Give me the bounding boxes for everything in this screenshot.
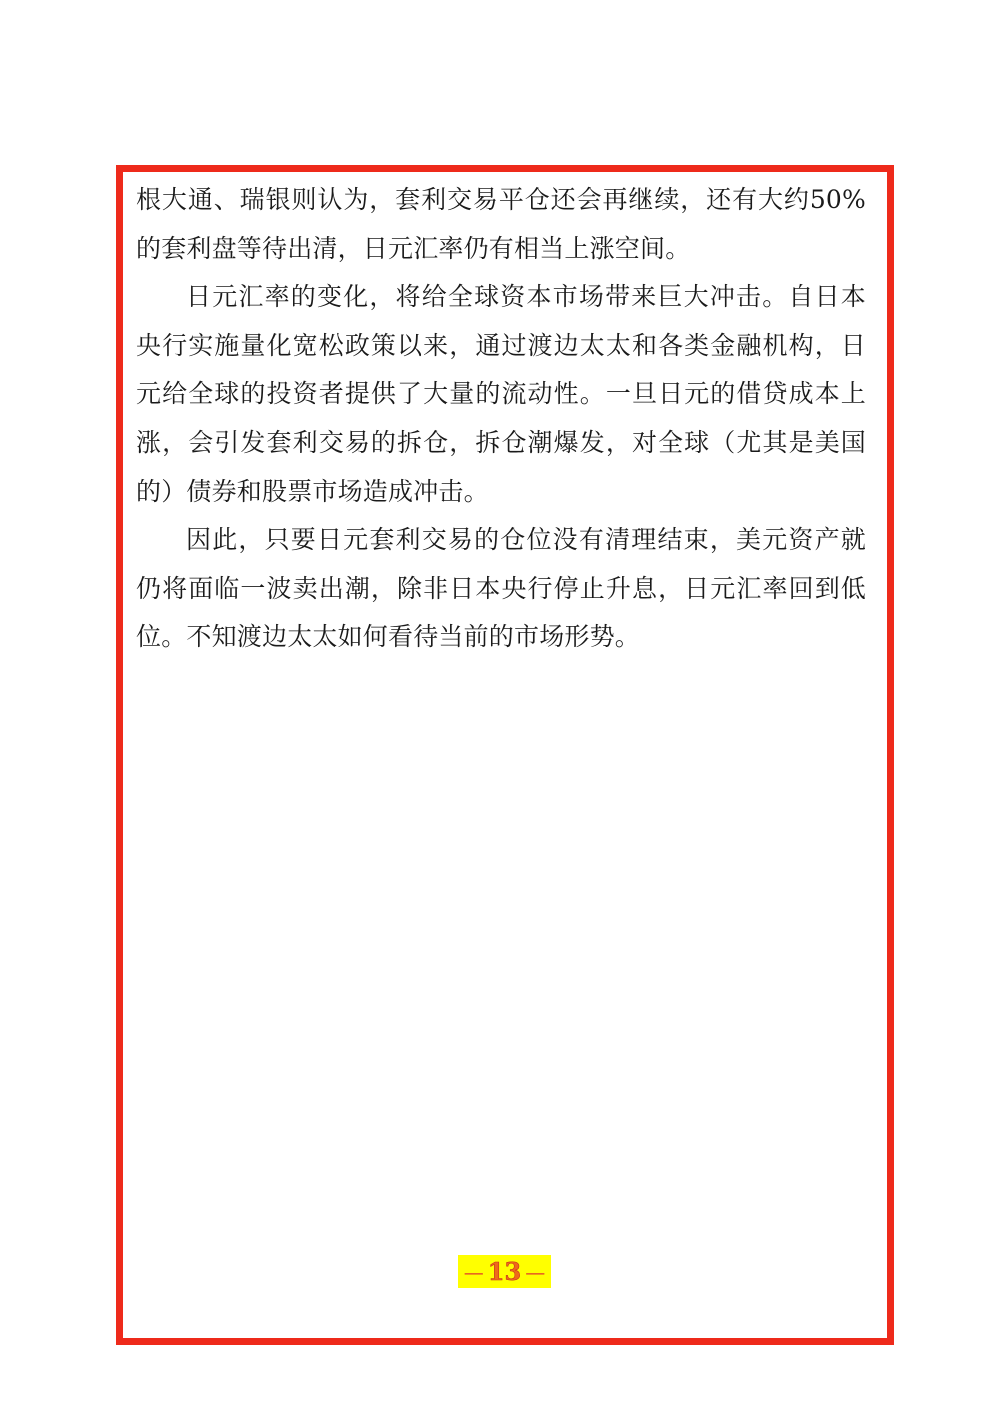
page-number-right-dash: — — [525, 1259, 546, 1284]
page-number-left-dash: — — [463, 1259, 484, 1284]
page-number-value: 13 — [487, 1257, 522, 1286]
paragraph: 日元汇率的变化，将给全球资本市场带来巨大冲击。自日本央行实施量化宽松政策以来，通过渡边太太和各类金融机构，日元给全球的投资者提供了大量的流动性。一旦日元的借贷成本上涨，会引发套利交易的拆仓，拆仓潮爆发，对全球（尤其是美国的）债券和股票市场造成冲击。 — [136, 282, 866, 506]
document-body — [136, 176, 866, 662]
paragraph-continuation: 根大通、瑞银则认为，套利交易平仓还会再继续，还有大约50%的套利盘等待出清，日元汇率仍有相当上涨空间。 — [136, 185, 866, 263]
paragraph: 因此，只要日元套利交易的仓位没有清理结束，美元资产就仍将面临一波卖出潮，除非日本央行停止升息，日元汇率回到低位。不知渡边太太如何看待当前的市场形势。 — [136, 525, 866, 652]
page-number — [458, 1255, 551, 1288]
